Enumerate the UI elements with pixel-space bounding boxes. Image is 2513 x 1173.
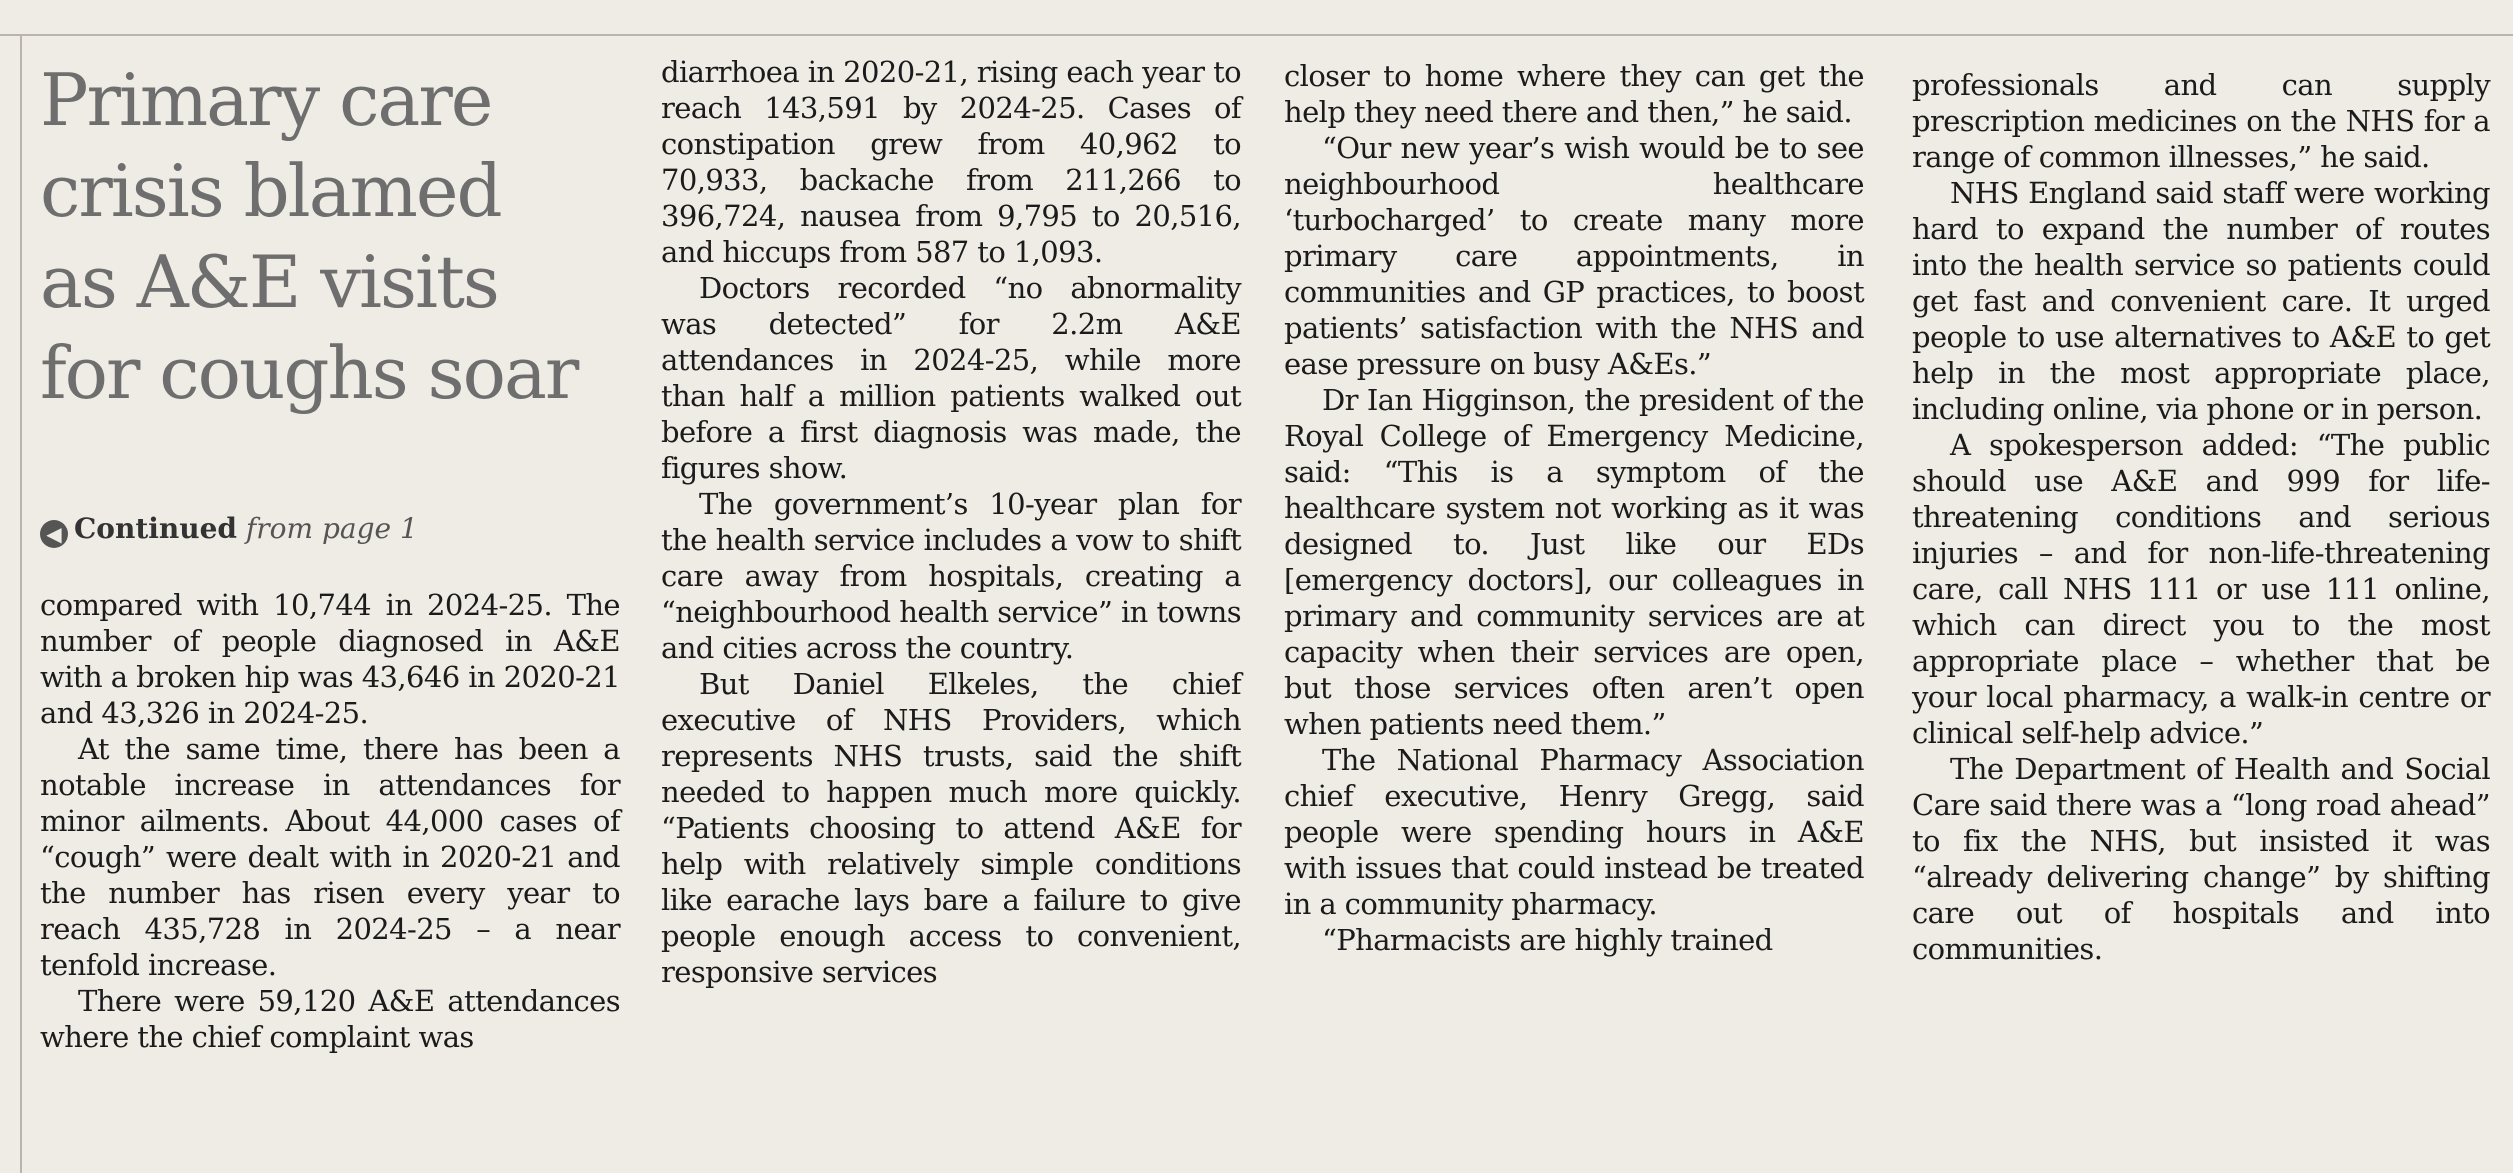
paragraph: diarrhoea in 2020-21, rising each year to reach 143,591 by 2024-25. Cases of constipation grew from 40,962 to 70,933, backache from 211,266 to 396,724, nausea from 9,795 to 20,516, and hiccups from 587 to 1,093.	[661, 55, 1241, 269]
paragraph: closer to home where they can get the help they need there and then,” he said.	[1284, 59, 1864, 129]
paragraph: At the same time, there has been a notable increase in attendances for minor ailments. About 44,000 cases of “cough” were dealt with in 2020-21 and the number has risen every year to reach 435,728 in 2024-25 – a near tenfold increase.	[40, 732, 620, 982]
article-column-3	[1284, 58, 1864, 958]
paragraph: The National Pharmacy Association chief executive, Henry Gregg, said people were spending hours in A&E with issues that could instead be treated in a community pharmacy.	[1284, 743, 1864, 921]
paragraph: “Our new year’s wish would be to see neighbourhood healthcare ‘turbocharged’ to create many more primary care appointments, in communities and GP practices, to boost patients’ satisfaction with the NHS and ease pressure on busy A&Es.”	[1284, 131, 1864, 381]
headline-line: crisis blamed	[40, 149, 501, 233]
paragraph: compared with 10,744 in 2024-25. The number of people diagnosed in A&E with a broken hip was 43,646 in 2020-21 and 43,326 in 2024-25.	[40, 588, 620, 730]
article-column-2	[661, 54, 1241, 990]
paragraph: Dr Ian Higginson, the president of the Royal College of Emergency Medicine, said: “This is a symptom of the healthcare system not working as it was designed to. Just like our EDs [emergency doctors], our colleagues in primary and community services are at capacity when their services are open, but those services often aren’t open when patients need them.”	[1284, 383, 1864, 741]
headline-line: as A&E visits	[40, 240, 498, 324]
paragraph: professionals and can supply prescription medicines on the NHS for a range of common illnesses,” he said.	[1912, 68, 2490, 174]
article-column-4	[1912, 67, 2490, 967]
paragraph: The Department of Health and Social Care said there was a “long road ahead” to fix the NHS, but insisted it was “already delivering change” by shifting care out of hospitals and into communities.	[1912, 752, 2490, 966]
paragraph: There were 59,120 A&E attendances where the chief complaint was	[40, 984, 620, 1054]
headline	[40, 55, 640, 419]
arrow-left-icon: ◀	[40, 520, 68, 548]
paragraph: A spokesperson added: “The public should use A&E and 999 for life-threatening conditions and serious injuries – and for non-life-threatening care, call NHS 111 or use 111 online, which can direct you to the most appropriate place – whether that be your local pharmacy, a walk-in centre or clinical self-help advice.”	[1912, 428, 2490, 750]
paragraph: The government’s 10-year plan for the health service includes a vow to shift care away from hospitals, creating a “neighbourhood health service” in towns and cities across the country.	[661, 487, 1241, 665]
top-rule	[0, 34, 2513, 36]
paragraph: But Daniel Elkeles, the chief executive of NHS Providers, which represents NHS trusts, said the shift needed to happen much more quickly. “Patients choosing to attend A&E for help with relatively simple conditions like earache lays bare a failure to give people enough access to convenient, responsive services	[661, 667, 1241, 989]
continued-label: Continued	[74, 512, 237, 545]
left-rule	[20, 34, 22, 1173]
continued-from: from page 1	[245, 512, 418, 545]
paragraph: NHS England said staff were working hard to expand the number of routes into the health service so patients could get fast and convenient care. It urged people to use alternatives to A&E to get help in the most appropriate place, including online, via phone or in person.	[1912, 176, 2490, 426]
continued-marker	[40, 512, 418, 548]
headline-line: Primary care	[40, 58, 492, 142]
paragraph: Doctors recorded “no abnormality was detected” for 2.2m A&E attendances in 2024-25, while more than half a million patients walked out before a first diagnosis was made, the figures show.	[661, 271, 1241, 485]
article-column-1	[40, 587, 620, 1055]
headline-line: for coughs soar	[40, 331, 578, 415]
paragraph: “Pharmacists are highly trained	[1322, 923, 1773, 957]
